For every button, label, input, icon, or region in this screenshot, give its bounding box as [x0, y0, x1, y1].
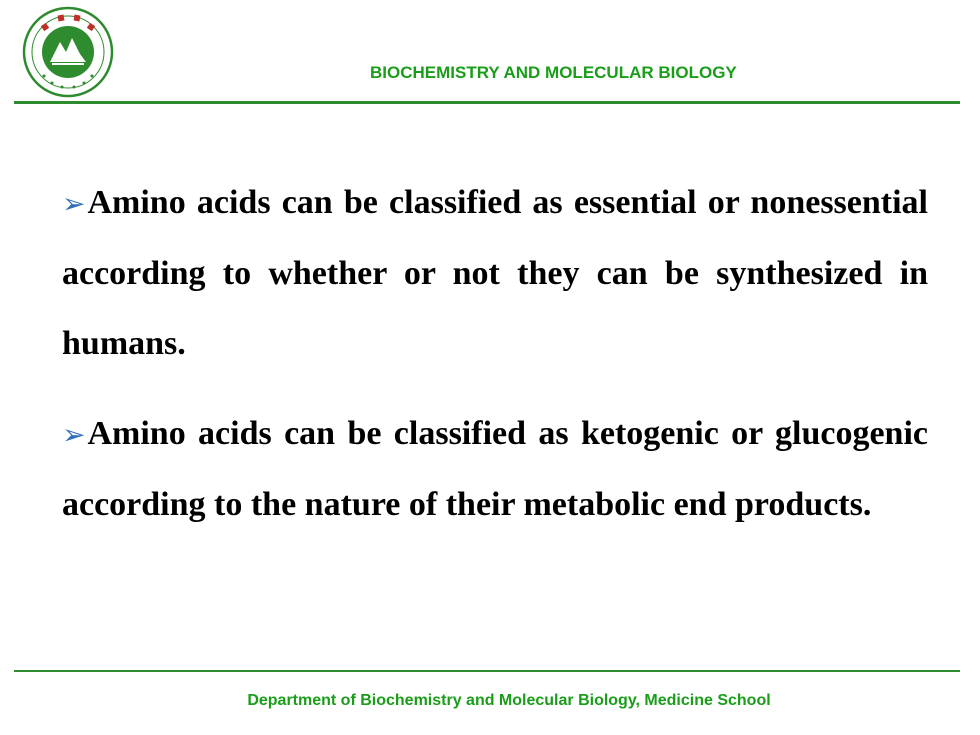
paragraph-text: Amino acids can be classified as ketogenic or glucogenic according to the nature of their metabolic end products.	[62, 415, 928, 523]
footer-divider	[14, 670, 960, 672]
page-header-title: BIOCHEMISTRY AND MOLECULAR BIOLOGY	[370, 63, 737, 82]
header-divider	[14, 101, 960, 104]
bullet-paragraph-1	[62, 168, 928, 379]
arrow-bullet-icon: ➢	[62, 187, 86, 220]
university-logo	[22, 6, 114, 98]
footer-text: Department of Biochemistry and Molecular Biology, Medicine School	[247, 692, 771, 709]
paragraph-text: Amino acids can be classified as essential or nonessential according to whether or not they can be synthesized in humans.	[62, 184, 928, 362]
arrow-bullet-icon: ➢	[62, 418, 86, 451]
slide-body	[62, 168, 928, 540]
bullet-paragraph-2	[62, 399, 928, 540]
